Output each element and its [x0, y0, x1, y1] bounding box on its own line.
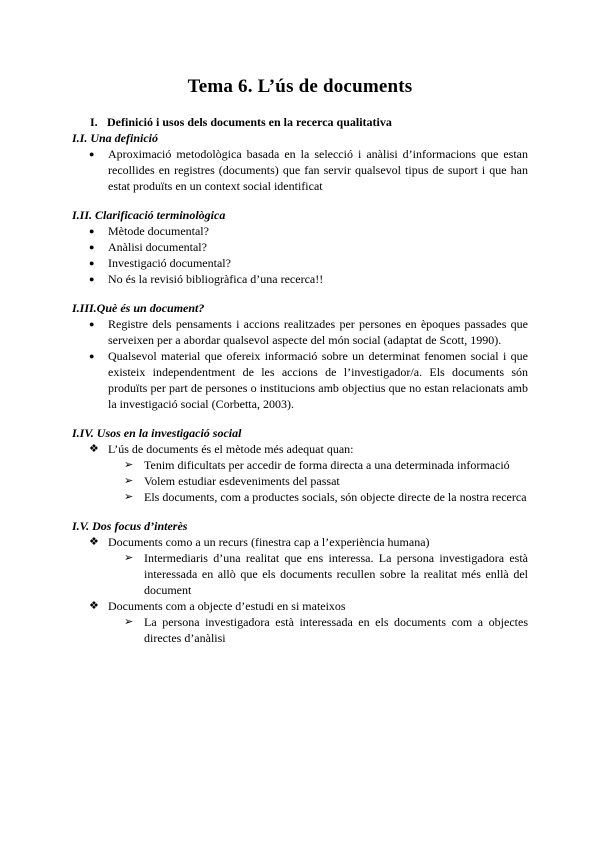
bullet-icon: ●: [89, 226, 95, 236]
list-item: ● Aproximació metodològica basada en la selecció i anàlisi d’informacions que estan recollides en registres (documents) que fan servir qualsevol tipus de suport i que han estat produïts en un context social identificat: [89, 147, 528, 193]
list-item: ● Qualsevol material que ofereix informació sobre un determinat fenomen social i que existeix independentment de les accions de l’investigador/a. Els documents són produïts per part de persones o institucions amb objectius que no estan relacionats amb la investigació social (Corbetta, 2003).: [89, 349, 528, 411]
diamond-bullet-icon: ❖: [89, 600, 99, 612]
list-item: ➢ La persona investigadora està interessada en els documents com a objectes directes d’anàlisi: [124, 615, 528, 645]
section-heading: I.IV. Usos en la investigació social: [72, 426, 242, 440]
diamond-bullet-icon: ❖: [89, 443, 99, 455]
section-heading: I.I. Una definició: [72, 131, 159, 145]
bullet-icon: ●: [89, 319, 95, 329]
bullet-icon: ●: [89, 274, 95, 284]
list-item: ● Registre dels pensaments i accions realitzades per persones en èpoques passades que serveixen per a abordar qualsevol aspecte del món social (adaptat de Scott, 1990).: [89, 317, 528, 347]
section-heading: I.III.Què és un document?: [72, 301, 205, 315]
list-item: ● Mètode documental?: [89, 224, 209, 238]
bullet-icon: ●: [89, 149, 95, 159]
list-item: ❖ Documents como a un recurs (finestra cap a l’experiència humana): [89, 535, 430, 549]
page-title: Tema 6. L’ús de documents: [187, 76, 413, 97]
arrow-bullet-icon: ➢: [124, 459, 134, 471]
bullet-list: [72, 316, 528, 412]
bullet-icon: ●: [89, 258, 95, 268]
main-heading: [90, 114, 528, 130]
arrow-bullet-icon: ➢: [124, 616, 134, 628]
list-item: ➢ Els documents, com a productes socials, són objecte directe de la nostra recerca: [124, 490, 527, 504]
section-uses: [72, 425, 528, 505]
arrow-list: [72, 550, 528, 598]
list-item: ❖ Documents com a objecte d’estudi en si mateixos: [89, 599, 346, 613]
arrow-bullet-icon: ➢: [124, 491, 134, 503]
bullet-icon: ●: [89, 242, 95, 252]
section-heading: I.V. Dos focus d’interès: [72, 519, 188, 533]
diamond-list: [72, 534, 528, 550]
document-body: [72, 114, 528, 646]
diamond-bullet-icon: ❖: [89, 536, 99, 548]
section-what-is-document: [72, 300, 528, 412]
section-definition: [72, 130, 528, 194]
section-focus: [72, 518, 528, 646]
list-item: ● Investigació documental?: [89, 256, 231, 270]
arrow-list: [72, 457, 528, 505]
list-item: ➢ Tenim dificultats per accedir de forma directa a una determinada informació: [124, 458, 510, 472]
main-heading-number: I.: [90, 115, 98, 129]
section-terminology: [72, 207, 528, 287]
list-item: ❖ L’ús de documents és el mètode més adequat quan:: [89, 442, 354, 456]
bullet-list: [72, 223, 528, 287]
list-item: ➢ Intermediaris d’una realitat que ens interessa. La persona investigadora està interessada en allò que els documents recullen sobre la realitat més enllà del document: [124, 551, 528, 597]
diamond-list: [72, 598, 528, 614]
bullet-icon: ●: [89, 351, 95, 361]
arrow-bullet-icon: ➢: [124, 475, 134, 487]
bullet-list: [72, 146, 528, 194]
main-heading-text: Definició i usos dels documents en la recerca qualitativa: [107, 115, 392, 129]
section-heading: I.II. Clarificació terminològica: [72, 208, 226, 222]
diamond-list: [72, 441, 528, 457]
arrow-bullet-icon: ➢: [124, 552, 134, 564]
list-item: ● No és la revisió bibliogràfica d’una recerca!!: [89, 272, 324, 286]
list-item: ● Anàlisi documental?: [89, 240, 207, 254]
arrow-list: [72, 614, 528, 646]
list-item: ➢ Volem estudiar esdeveniments del passat: [124, 474, 340, 488]
